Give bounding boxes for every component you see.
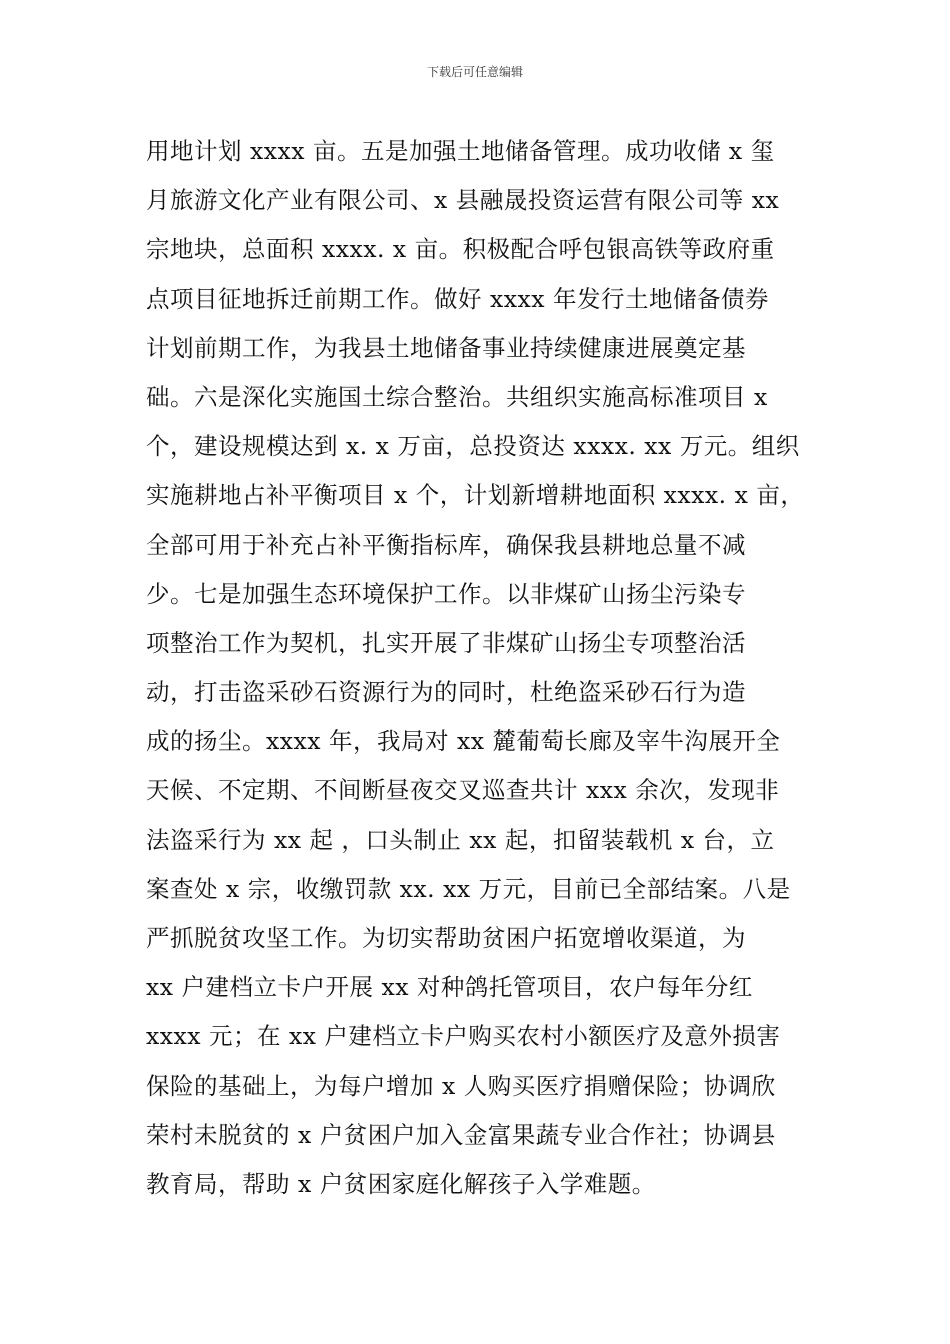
text-line: xxxx 元；在 xx 户建档立卡户购买农村小额医疗及意外损害 — [146, 1022, 781, 1051]
text-line: 计划前期工作，为我县土地储备事业持续健康进展奠定基 — [146, 333, 746, 362]
text-line: 点项目征地拆迁前期工作。做好 xxxx 年发行土地储备债券 — [146, 284, 769, 313]
text-line: 严抓脱贫攻坚工作。为切实帮助贫困户拓宽增收渠道，为 — [146, 924, 746, 952]
text-line: 案查处 x 宗，收缴罚款 xx. xx 万元，目前已全部结案。八是 — [146, 874, 791, 903]
page-header: 下载后可任意编辑 — [426, 65, 523, 79]
text-line: 全部可用于补充占补平衡指标库，确保我县耕地总量不减 — [146, 530, 746, 559]
text-line: 保险的基础上，为每户增加 x 人购买医疗捐赠保险；协调欣 — [146, 1071, 776, 1100]
text-line: 实施耕地占补平衡项目 x 个，计划新增耕地面积 xxxx. x 亩， — [146, 481, 805, 510]
text-line: 少。七是加强生态环境保护工作。以非煤矿山扬尘污染专 — [146, 579, 746, 608]
text-line: 动，打击盗采砂石资源行为的同时，杜绝盗采砂石行为造 — [146, 678, 746, 707]
text-line: 宗地块，总面积 xxxx. x 亩。积极配合呼包银高铁等政府重 — [146, 235, 775, 264]
text-line: 项整治工作为契机，扎实开展了非煤矿山扬尘专项整治活 — [146, 628, 746, 657]
text-line: 荣村未脱贫的 x 户贫困户加入金富果蔬专业合作社；协调县 — [146, 1120, 776, 1149]
document-body — [146, 127, 826, 1209]
text-line: 成的扬尘。xxxx 年，我局对 xx 麓葡萄长廊及宰牛沟展开全 — [146, 727, 781, 756]
text-line: 个，建设规模达到 x. x 万亩，总投资达 xxxx. xx 万元。组织 — [146, 432, 800, 461]
text-line: 法盗采行为 xx 起 ，口头制止 xx 起，扣留装载机 x 台，立 — [146, 825, 775, 854]
text-line: 天候、不定期、不间断昼夜交叉巡查共计 xxx 余次，发现非 — [146, 776, 780, 805]
text-line: 月旅游文化产业有限公司、x 县融晟投资运营有限公司等 xx — [146, 186, 780, 215]
text-line: 用地计划 xxxx 亩。五是加强土地储备管理。成功收储 x 玺 — [146, 137, 775, 165]
text-line: 础。六是深化实施国土综合整治。共组织实施高标准项目 x — [146, 382, 768, 411]
text-line: xx 户建档立卡户开展 xx 对种鸽托管项目，农户每年分红 — [146, 973, 753, 1002]
text-line: 教育局，帮助 x 户贫困家庭化解孩子入学难题。 — [146, 1169, 656, 1198]
